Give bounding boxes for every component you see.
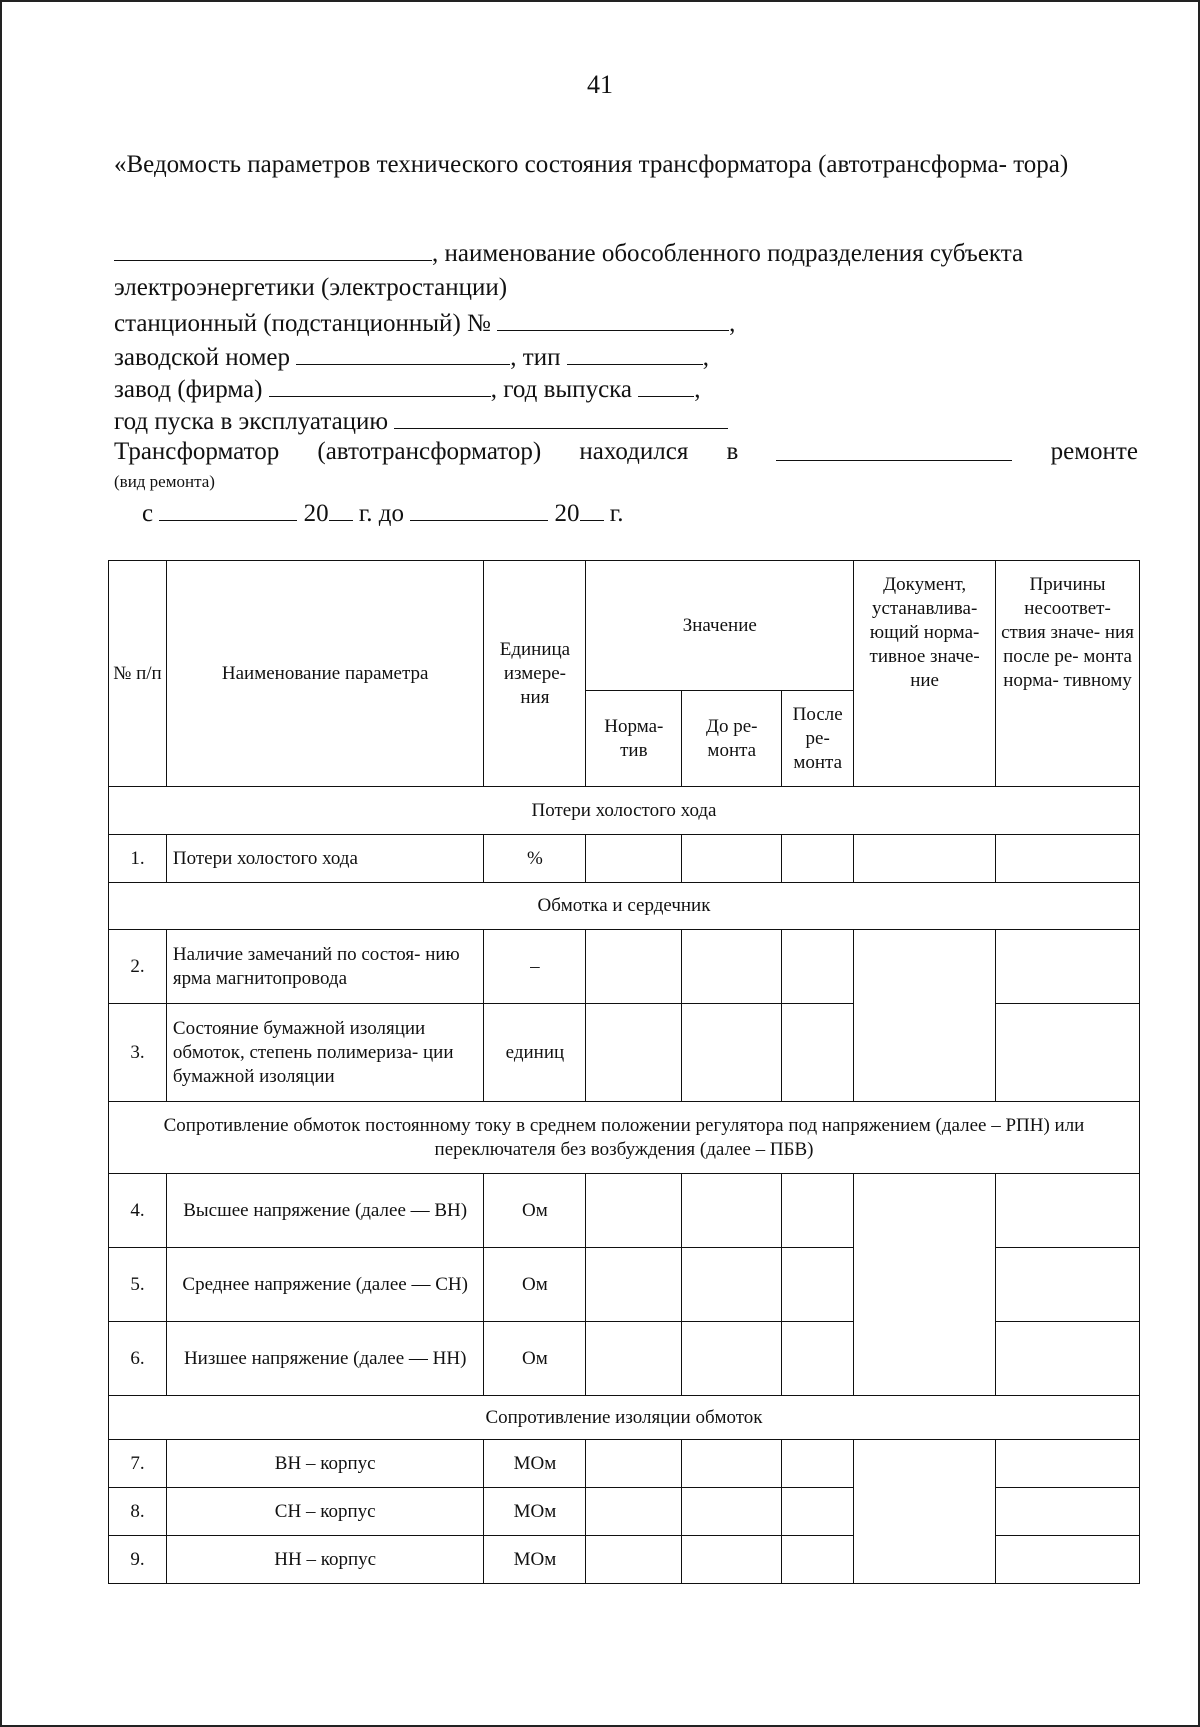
page-number: 41 (587, 70, 613, 99)
row-unit: % (484, 835, 586, 883)
cell-reasons[interactable] (996, 1248, 1140, 1322)
cell-norm[interactable] (586, 1248, 682, 1322)
header-value: Значение (586, 561, 854, 691)
section-title: Потери холостого хода (109, 787, 1140, 835)
row-name: СН – корпус (166, 1488, 484, 1536)
repair-word-2: (автотрансформатор) (317, 438, 542, 465)
cell-before[interactable] (682, 1536, 782, 1584)
cell-before[interactable] (682, 835, 782, 883)
to-date-blank[interactable] (410, 496, 548, 521)
parameters-table (108, 560, 1140, 1584)
row-num: 1. (109, 835, 167, 883)
cell-after[interactable] (782, 1004, 854, 1102)
cell-reasons[interactable] (996, 1440, 1140, 1488)
header-before: До ре- монта (682, 691, 782, 787)
row-name: Наличие замечаний по состоя- нию ярма магнитопровода (166, 930, 484, 1004)
section-title: Обмотка и сердечник (109, 883, 1140, 930)
document-title: «Ведомость параметров технического состояния трансформатора (автотрансформа- тора) (114, 151, 1069, 178)
repair-word-4: в (726, 438, 739, 465)
cell-norm[interactable] (586, 1440, 682, 1488)
header-num: № п/п (109, 561, 167, 787)
from-year-blank[interactable] (329, 496, 353, 521)
row-name: Низшее напряжение (далее — НН) (166, 1322, 484, 1396)
cell-norm[interactable] (586, 835, 682, 883)
cell-before[interactable] (682, 1488, 782, 1536)
header-after: После ре- монта (782, 691, 854, 787)
year-prefix-2: 20 (554, 500, 580, 527)
cell-after[interactable] (782, 1322, 854, 1396)
row-unit: МОм (484, 1536, 586, 1584)
cell-reasons[interactable] (996, 1536, 1140, 1584)
subdivision-line (114, 236, 1138, 270)
cell-after[interactable] (782, 835, 854, 883)
header-norm: Норма- тив (586, 691, 682, 787)
cell-after[interactable] (782, 1248, 854, 1322)
row-num: 8. (109, 1488, 167, 1536)
from-label: с (142, 500, 154, 527)
row-name: ВН – корпус (166, 1440, 484, 1488)
cell-norm[interactable] (586, 1004, 682, 1102)
header-name: Наименование параметра (166, 561, 484, 787)
start-year-line (114, 404, 728, 438)
repair-kind-blank[interactable] (776, 436, 1012, 461)
type-label: , тип (510, 344, 561, 371)
row-num: 3. (109, 1004, 167, 1102)
header-reasons: Причины несоответ- ствия значе- ния после ре- монта норма- тивному (996, 561, 1140, 787)
row-num: 2. (109, 930, 167, 1004)
subdivision-blank[interactable] (114, 236, 432, 261)
plant-blank[interactable] (269, 372, 491, 397)
repair-kind-hint: (вид ремонта) (114, 472, 215, 491)
table-row (109, 1174, 1140, 1248)
cell-reasons[interactable] (996, 835, 1140, 883)
table-row (109, 1440, 1140, 1488)
year-label: , год выпуска (490, 376, 633, 403)
cell-doc[interactable] (854, 1440, 996, 1584)
cell-doc[interactable] (854, 835, 996, 883)
row-unit: Ом (484, 1174, 586, 1248)
subdivision-label: , наименование обособленного подразделения субъекта (432, 240, 1024, 267)
row-name: Состояние бумажной изоляции обмоток, степень полимериза- ции бумажной изоляции (166, 1004, 484, 1102)
cell-after[interactable] (782, 1174, 854, 1248)
row-unit: единиц (484, 1004, 586, 1102)
section-row (109, 787, 1140, 835)
table-row (109, 930, 1140, 1004)
cell-before[interactable] (682, 1322, 782, 1396)
row-name: Среднее напряжение (далее — СН) (166, 1248, 484, 1322)
row-name: Высшее напряжение (далее — ВН) (166, 1174, 484, 1248)
cell-before[interactable] (682, 1174, 782, 1248)
cell-after[interactable] (782, 1488, 854, 1536)
section-row (109, 1102, 1140, 1174)
cell-norm[interactable] (586, 1174, 682, 1248)
cell-norm[interactable] (586, 930, 682, 1004)
repair-word-3: находился (579, 438, 689, 465)
cell-before[interactable] (682, 930, 782, 1004)
year-prefix-1: 20 (303, 500, 329, 527)
cell-reasons[interactable] (996, 930, 1140, 1004)
year-blank[interactable] (638, 372, 694, 397)
period-line (142, 496, 623, 530)
row-unit: Ом (484, 1248, 586, 1322)
row-name: НН – корпус (166, 1536, 484, 1584)
cell-norm[interactable] (586, 1536, 682, 1584)
station-label: станционный (подстанционный) № (114, 310, 491, 337)
header-unit: Единица измере- ния (484, 561, 586, 787)
section-title: Сопротивление обмоток постоянному току в среднем положении регулятора под напряжением (далее – РПН) или переключателя без возбуждения (далее – ПБВ) (109, 1102, 1140, 1174)
cell-reasons[interactable] (996, 1004, 1140, 1102)
cell-before[interactable] (682, 1440, 782, 1488)
section-row (109, 1396, 1140, 1440)
row-unit: МОм (484, 1488, 586, 1536)
cell-after[interactable] (782, 1536, 854, 1584)
cell-before[interactable] (682, 1248, 782, 1322)
cell-reasons[interactable] (996, 1174, 1140, 1248)
row-num: 9. (109, 1536, 167, 1584)
cell-doc[interactable] (854, 1174, 996, 1396)
to-year-blank[interactable] (580, 496, 604, 521)
year-suffix: г. (609, 500, 624, 527)
to-label: г. до (358, 500, 405, 527)
serial-line: заводской номер , тип , (114, 340, 709, 374)
section-title: Сопротивление изоляции обмоток (109, 1396, 1140, 1440)
station-blank[interactable] (497, 306, 729, 331)
subdivision-cont: электроэнергетики (электростанции) (114, 274, 508, 301)
header-doc: Документ, устанавлива- ющий норма- тивное значе- ние (854, 561, 996, 787)
row-unit: МОм (484, 1440, 586, 1488)
row-num: 7. (109, 1440, 167, 1488)
from-date-blank[interactable] (159, 496, 297, 521)
cell-after[interactable] (782, 1440, 854, 1488)
header-row-1 (109, 561, 1140, 691)
repair-line (114, 436, 1138, 468)
start-year-label: год пуска в эксплуатацию (114, 408, 389, 435)
station-line: станционный (подстанционный) № , (114, 306, 735, 340)
serial-label: заводской номер (114, 344, 291, 371)
cell-norm[interactable] (586, 1488, 682, 1536)
row-name: Потери холостого хода (166, 835, 484, 883)
cell-before[interactable] (682, 1004, 782, 1102)
row-num: 5. (109, 1248, 167, 1322)
serial-blank[interactable] (296, 340, 510, 365)
row-unit: Ом (484, 1322, 586, 1396)
cell-reasons[interactable] (996, 1488, 1140, 1536)
row-unit: – (484, 930, 586, 1004)
cell-after[interactable] (782, 930, 854, 1004)
plant-line: завод (фирма) , год выпуска , (114, 372, 701, 406)
type-blank[interactable] (567, 340, 703, 365)
cell-reasons[interactable] (996, 1322, 1140, 1396)
repair-word-1: Трансформатор (114, 438, 280, 465)
plant-label: завод (фирма) (114, 376, 263, 403)
cell-doc[interactable] (854, 930, 996, 1102)
start-year-blank[interactable] (394, 404, 728, 429)
section-row (109, 883, 1140, 930)
cell-norm[interactable] (586, 1322, 682, 1396)
row-num: 6. (109, 1322, 167, 1396)
table-row (109, 835, 1140, 883)
row-num: 4. (109, 1174, 167, 1248)
repair-word-5: ремонте (1050, 438, 1138, 465)
